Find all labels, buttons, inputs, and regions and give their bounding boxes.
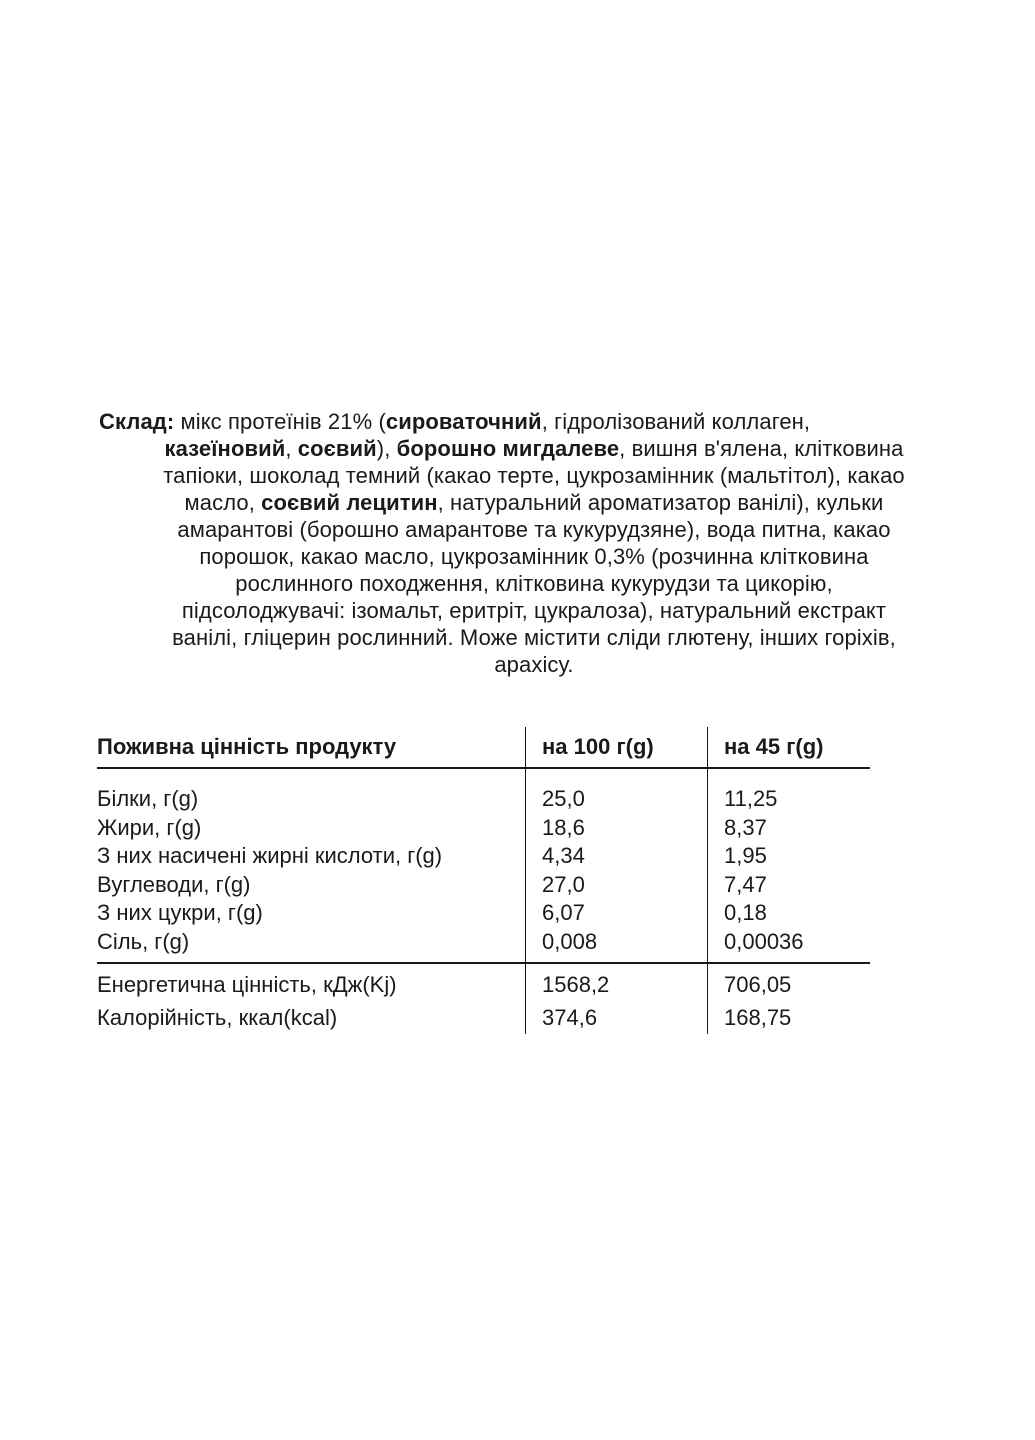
nutrition-header-row bbox=[97, 727, 870, 768]
ingredients-line: ванілі, гліцерин рослинний. Може містити сліди глютену, інших горіхів, bbox=[172, 625, 896, 650]
header-nutrient: Поживна цінність продукту bbox=[97, 727, 526, 768]
value-per-45g: 11,25 bbox=[708, 768, 871, 814]
ingredients-line: масло, соєвий лецитин, натуральний ароматизатор ванілі), кульки bbox=[184, 490, 884, 515]
value-per-45g: 0,18 bbox=[708, 899, 871, 928]
nutrition-table bbox=[97, 727, 870, 1034]
ingredients-line: амарантові (борошно амарантове та кукурудзяне), вода питна, какао bbox=[177, 517, 891, 542]
nutrient-name: Енергетична цінність, кДж(Kj) bbox=[97, 971, 397, 997]
table-row bbox=[97, 1001, 870, 1034]
value-per-100g: 374,6 bbox=[526, 1001, 708, 1034]
value-per-100g: 1568,2 bbox=[526, 963, 708, 1001]
ingredients-line: казеїновий, соєвий), борошно мигдалеве, вишня в'ялена, клітковина bbox=[164, 436, 904, 461]
table-row bbox=[97, 842, 870, 871]
nutrient-name: Вуглеводи, г(g) bbox=[97, 871, 251, 897]
ingredients-label: Склад: bbox=[99, 409, 175, 434]
value-per-100g: 0,008 bbox=[526, 928, 708, 964]
table-row bbox=[97, 899, 870, 928]
value-per-100g: 25,0 bbox=[526, 768, 708, 814]
value-per-45g: 706,05 bbox=[708, 963, 871, 1001]
table-row bbox=[97, 871, 870, 900]
nutrient-name: З них цукри, г(g) bbox=[97, 900, 263, 926]
nutrient-name: Калорійність, ккал(kcal) bbox=[97, 1004, 338, 1030]
table-row bbox=[97, 963, 870, 1001]
table-row bbox=[97, 928, 870, 964]
value-per-100g: 4,34 bbox=[526, 842, 708, 871]
header-per-100g: на 100 г(g) bbox=[526, 727, 708, 768]
ingredients-paragraph bbox=[99, 408, 969, 678]
value-per-45g: 7,47 bbox=[708, 871, 871, 900]
value-per-45g: 168,75 bbox=[708, 1001, 871, 1034]
value-per-100g: 27,0 bbox=[526, 871, 708, 900]
table-row bbox=[97, 768, 870, 814]
ingredients-line: порошок, какао масло, цукрозамінник 0,3% (розчинна клітковина bbox=[199, 544, 869, 569]
nutrient-name: Жири, г(g) bbox=[97, 814, 202, 840]
header-per-45g: на 45 г(g) bbox=[708, 727, 871, 768]
ingredients-line: Склад: мікс протеїнів 21% (сироваточний, гідролізований коллаген, bbox=[99, 409, 811, 434]
value-per-45g: 8,37 bbox=[708, 814, 871, 843]
ingredients-line: арахісу. bbox=[494, 652, 574, 677]
nutrient-name: З них насичені жирні кислоти, г(g) bbox=[97, 843, 443, 869]
nutrient-name: Білки, г(g) bbox=[97, 786, 199, 812]
value-per-45g: 0,00036 bbox=[708, 928, 871, 964]
value-per-100g: 6,07 bbox=[526, 899, 708, 928]
ingredients-line: рослинного походження, клітковина кукурудзи та цикорію, bbox=[235, 571, 833, 596]
ingredients-line: тапіоки, шоколад темний (какао терте, цукрозамінник (мальтітол), какао bbox=[163, 463, 905, 488]
table-row bbox=[97, 814, 870, 843]
nutrient-name: Сіль, г(g) bbox=[97, 928, 526, 964]
ingredients-line: підсолоджувачі: ізомальт, еритріт, цукралоза), натуральний екстракт bbox=[181, 598, 887, 623]
value-per-100g: 18,6 bbox=[526, 814, 708, 843]
value-per-45g: 1,95 bbox=[708, 842, 871, 871]
